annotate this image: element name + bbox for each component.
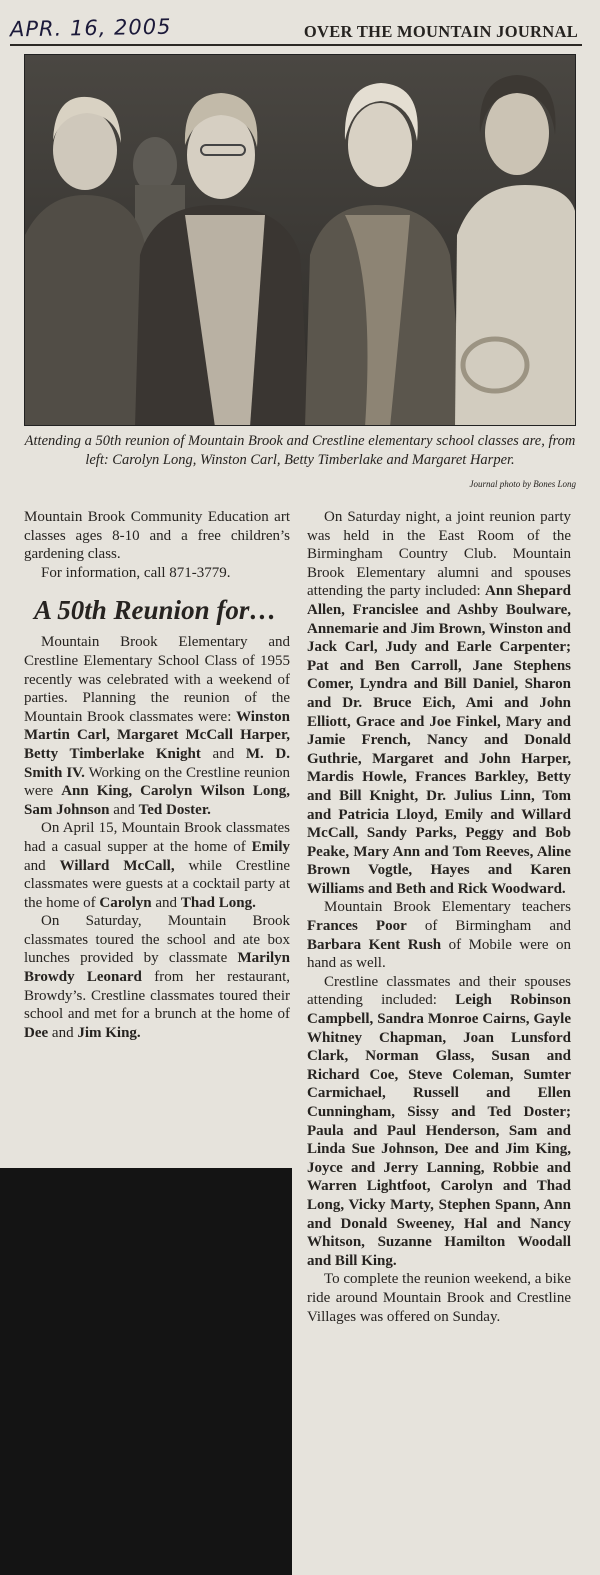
publication-name: OVER THE MOUNTAIN JOURNAL: [303, 22, 578, 41]
article-paragraph-6: Crestline classmates and their spouses attending included: Leigh Robinson Campbell, Sandra Monroe Cairns, Gayle Whitney Chapman, Joan Lunsford Clark, Norman Glass, Susan and Richard Coe, Steve Coleman, Sumter Carmichael, Russell and Ellen Cunningham, Sissy and Ted Doster; Paula and Paul Henderson, Sam and Linda Sue Johnson, Dee and Jim King, Joyce and Jerry Lanning, Robbie and Warren Lightfoot, Carolyn and Thad Long, Vicky Marty, Stephen Spann, Ann and Donald Sweeney, Hal and Nancy Whitson, Suzanne Hamilton Woodall and Bill King.: [307, 973, 572, 1269]
article-paragraph-5: Mountain Brook Elementary teachers Frances Poor of Birmingham and Barbara Kent Rush of Mobile were on hand as well.: [307, 899, 572, 972]
left-column: [24, 508, 290, 1042]
handwritten-date: APR. 16, 2005: [9, 14, 172, 42]
article-paragraph-1: Mountain Brook Elementary and Crestline Elementary School Class of 1955 recently was celebrated with a weekend of parties. Planning the reunion of the Mountain Brook classmates were: Winston Martin Carl, Margaret McCall Harper, Betty Timberlake Knight and M. D. Smith IV. Working on the Crestline reunion were Ann King, Carolyn Wilson Long, Sam Johnson and Ted Doster.: [24, 634, 291, 818]
ad-text: Mountain Brook Community Education art classes ages 8-10 and a free children’s gardening class.: [24, 509, 290, 563]
ad-phone: For information, call 871-3779.: [41, 564, 231, 581]
group-photo-illustration: [25, 55, 576, 426]
article-paragraph-4: On Saturday night, a joint reunion party was held in the East Room of the Birmingham Country Club. Mountain Brook Elementary alumni and spouses attending the party included: Ann Shepard Allen, Francislee and Ashby Boulware, Annemarie and Jim Brown, Winston and Jack Carl, Judy and Earle Carpenter; Pat and Ben Carroll, Jane Stephens Comer, Lyndra and Bill Daniel, Sharon and Dr. Bruce Eich, Ami and John Elliott, Grace and Joe Finkel, Mary and Jamie French, Nancy and Donald Guthrie, Margaret and John Harper, Mardis Howle, Frances Barkley, Betty and Bill Knight, Dr. Julius Linn, Tom and Patricia Lloyd, Emily and Willard McCall, Sandy Parks, Peggy and Bob Peake, Mary Ann and Tom Reeves, Aline Brown Vogtle, Hayes and Karen Williams and Beth and Rick Woodward.: [307, 509, 572, 897]
right-column: [307, 508, 571, 1326]
article-paragraph-7: To complete the reunion weekend, a bike ride around Mountain Brook and Crestline Villages was offered on Sunday.: [307, 1271, 571, 1325]
article-headline: A 50th Reunion for…: [34, 595, 277, 626]
photo-caption: Attending a 50th reunion of Mountain Brook and Crestline elementary school classes are, from left: Carolyn Long, Winston Carl, Betty Timberlake and Margaret Harper.: [24, 433, 576, 468]
dark-backdrop: [0, 1168, 295, 1575]
clipping-header: [10, 16, 582, 46]
article-paragraph-2: On April 15, Mountain Brook classmates had a casual supper at the home of Emily and Willard McCall, while Crestline classmates were guests at a cocktail party at the home of Carolyn and Thad Long.: [24, 820, 291, 911]
group-photo: [24, 54, 576, 426]
article-paragraph-3: On Saturday, Mountain Brook classmates toured the school and ate box lunches provided by classmate Marilyn Browdy Leonard from her restaurant, Browdy’s. Crestline classmates toured their school and met for a brunch at the home of Dee and Jim King.: [24, 913, 291, 1041]
photo-credit: Journal photo by Bones Long: [469, 479, 576, 489]
